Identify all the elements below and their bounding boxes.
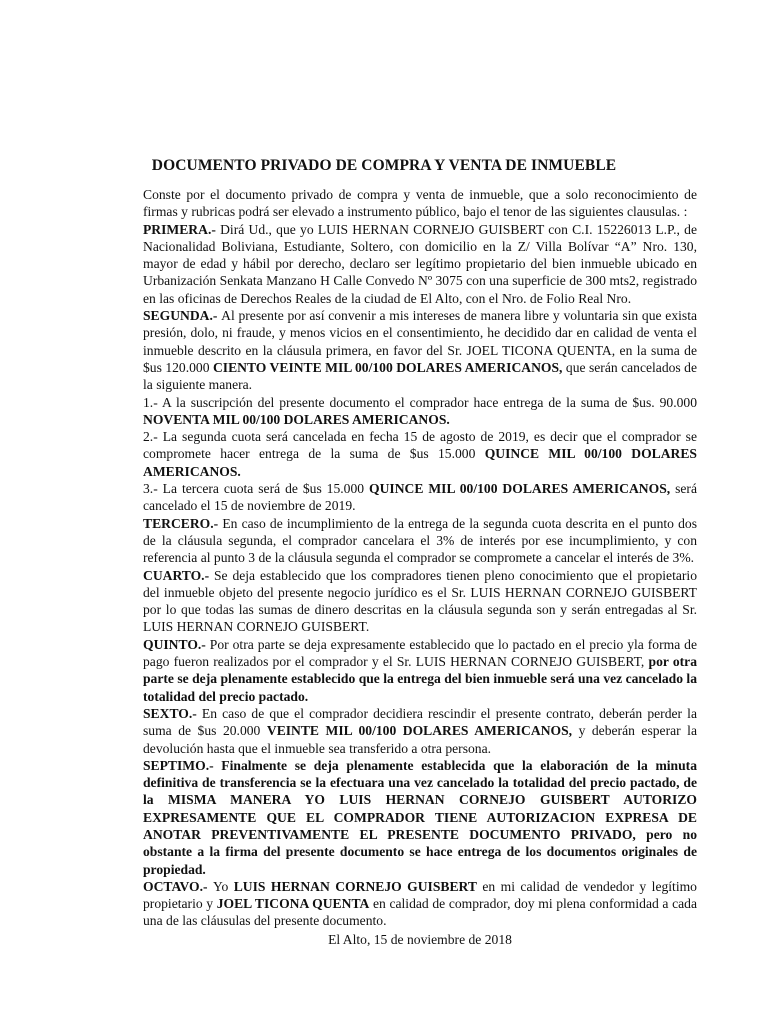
text-run: y deberán esperar la devolución hasta que el inmueble sea transferido a otra persona.: [143, 723, 697, 756]
bold-text-run: NOVENTA MIL 00/100 DOLARES AMERICANOS.: [143, 411, 450, 427]
text-run: en calidad de comprador, doy mi plena conformidad a cada una de las cláusulas del presente documento.: [143, 896, 698, 929]
paragraph: [143, 428, 697, 480]
bold-text-run: QUINTO.-: [143, 636, 210, 652]
text-run: Se deja establecido que los compradores tienen pleno conocimiento que el propietario del inmueble objeto del presente negocio jurídico es el Sr. LUIS HERNAN CORNEJO GUISBERT por lo que todas las sumas de dinero descritas en la cláusula segunda son y serán entregadas al Sr. LUIS HERNAN CORNEJO GUISBERT.: [143, 567, 697, 635]
text-run: Por otra parte se deja expresamente establecido que lo pactado en el precio yla forma de pago fueron realizados por el comprador y el Sr. LUIS HERNAN CORNEJO GUISBERT,: [143, 636, 698, 670]
bold-text-run: TERCERO.-: [143, 515, 223, 531]
text-run: Dirá Ud., que yo LUIS HERNAN CORNEJO GUISBERT con C.I. 15226013 L.P., de Nacionalidad Boliviana, Estudiante, Soltero, con domicilio en la Z/ Villa Bolívar “A” Nro. 130, mayor de edad y hábil por derecho, declaro ser legítimo propietario del bien inmueble ubicado en Urbanización Senkata Manzano H Calle Convedo Nº 3075 con una superficie de 300 mts2, registrado en las oficinas de Derechos Reales de la ciudad de El Alto, con el Nro. de Folio Real Nro.: [143, 221, 697, 306]
paragraph: [143, 307, 697, 393]
paragraph: [143, 878, 697, 930]
paragraph: [143, 705, 697, 757]
closing-place-date: El Alto, 15 de noviembre de 2018: [328, 932, 512, 947]
text-run: Al presente por así convenir a mis intereses de manera libre y voluntaria sin que exista presión, dolo, ni fraude, y menos vicios en el consentimiento, he decidido dar en calidad de venta el inmueble descrito en la cláusula primera, en favor del Sr. JOEL TICONA QUENTA, en la suma de $us 120.000: [143, 308, 697, 375]
bold-text-run: QUINCE MIL 00/100 DOLARES AMERICANOS.: [143, 446, 697, 479]
bold-text-run: QUINCE MIL 00/100 DOLARES AMERICANOS,: [369, 481, 671, 497]
paragraph: [143, 515, 697, 567]
bold-text-run: CUARTO.-: [143, 567, 214, 583]
text-run: en mi calidad de vendedor y legítimo propietario y: [143, 878, 697, 912]
text-run: Yo: [213, 878, 234, 894]
paragraph: [143, 480, 697, 515]
text-run: En caso de que el comprador decidiera rescindir el presente contrato, deberán perder la suma de $us 20.000: [143, 705, 697, 739]
text-run: 3.- La tercera cuota será de $us 15.000: [143, 481, 370, 497]
document-body: [143, 186, 697, 930]
bold-text-run: PRIMERA.-: [143, 221, 221, 237]
bold-text-run: SEPTIMO.- Finalmente se deja plenamente establecida que la elaboración de la minuta definitiva de transferencia se la efectuara una vez cancelado la totalidad del precio pactado, de la MISMA MANERA YO LUIS HERNAN CORNEJO GUISBERT AUTORIZO EXPRESAMENTE QUE EL COMPRADOR TIENE AUTORIZACION EXPRESA DE ANOTAR PREVENTIVAMENTE EL PRESENTE DOCUMENTO PRIVADO, pero no obstante a la firma del presente documento se hace entrega de los documentos originales de propiedad.: [143, 757, 697, 877]
text-run: En caso de incumplimiento de la entrega de la segunda cuota descrita en el punto dos de la cláusula segunda, el comprador cancelara el 3% de interés por ese incumplimiento, y con referencia al punto 3 de la cláusula segunda el comprador se compromete a cancelar el interés de 3%.: [143, 515, 697, 566]
text-run: 2.- La segunda cuota será cancelada en fecha 15 de agosto de 2019, es decir que el comprador se compromete hacer entrega de la suma de $us 15.000: [143, 429, 697, 462]
paragraph: [143, 186, 697, 221]
text-run: que serán cancelados de la siguiente manera.: [143, 359, 698, 393]
text-run: será cancelado el 15 de noviembre de 2019.: [143, 481, 697, 514]
bold-text-run: VEINTE MIL 00/100 DOLARES AMERICANOS,: [266, 723, 573, 739]
bold-text-run: por otra parte se deja plenamente establecido que la entrega del bien inmueble será una vez cancelado la totalidad del precio pactado.: [143, 654, 697, 704]
bold-text-run: OCTAVO.-: [143, 878, 213, 894]
bold-text-run: SEXTO.-: [143, 705, 202, 721]
bold-text-run: SEGUNDA.-: [143, 308, 222, 324]
paragraph: [143, 394, 697, 429]
text-run: 1.- A la suscripción del presente documento el comprador hace entrega de la suma de $us. 90.000: [143, 394, 697, 410]
text-run: Conste por el documento privado de compra y venta de inmueble, que a solo reconocimiento de firmas y rubricas podrá ser elevado a instrumento público, bajo el tenor de las siguientes clausulas. :: [143, 187, 697, 220]
bold-text-run: JOEL TICONA QUENTA: [216, 896, 370, 912]
paragraph: [143, 221, 697, 307]
paragraph: [143, 567, 697, 636]
bold-text-run: CIENTO VEINTE MIL 00/100 DOLARES AMERICANOS,: [212, 359, 563, 375]
paragraph: [143, 636, 697, 705]
bold-text-run: LUIS HERNAN CORNEJO GUISBERT: [233, 878, 477, 894]
document-title: DOCUMENTO PRIVADO DE COMPRA Y VENTA DE INMUEBLE: [151, 157, 617, 174]
paragraph: [143, 757, 697, 878]
